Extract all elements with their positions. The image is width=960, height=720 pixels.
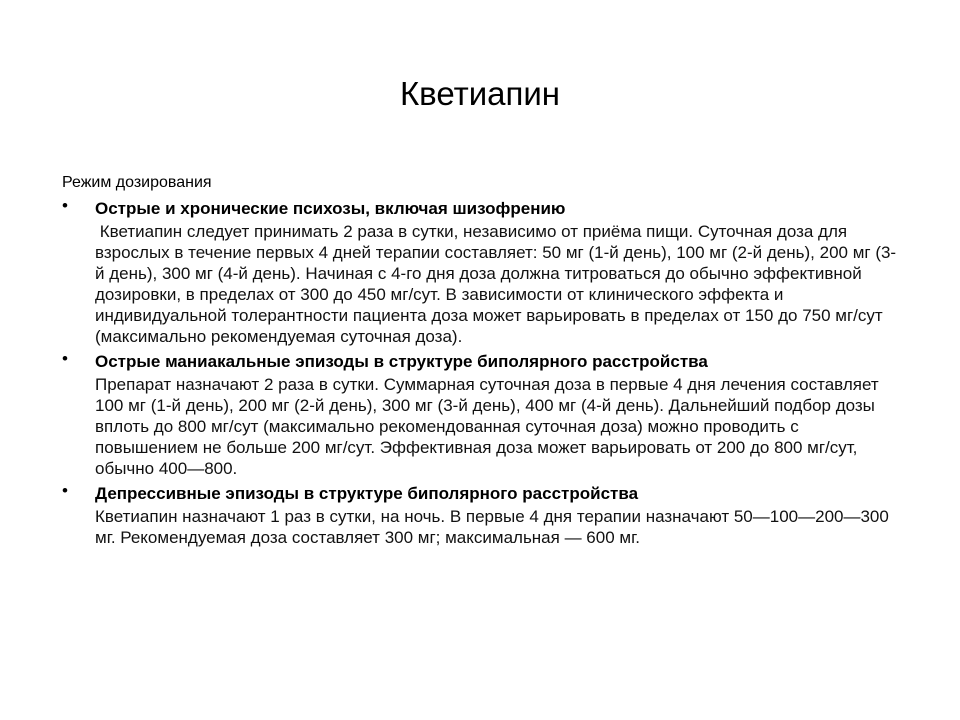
bullet-icon: • — [62, 481, 68, 500]
section-heading: Острые и хронические психозы, включая шизофрению — [95, 199, 566, 218]
section-depression — [62, 483, 902, 548]
section-body: Препарат назначают 2 раза в сутки. Суммарная суточная доза в первые 4 дня лечения составляет 100 мг (1-й день), 200 мг (2-й день), 300 мг (3-й день), 400 мг (4-й день). Дальнейший подбор дозы вплоть до 800 мг/сут (максимально рекомендованная суточная доза) можно проводить с повышением не больше 200 мг/сут. Эффективная доза может варьировать от 200 до 800 мг/сут, обычно 400—800. — [95, 375, 879, 478]
bullet-icon: • — [62, 349, 68, 368]
section-heading: Острые маниакальные эпизоды в структуре биполярного расстройства — [95, 352, 708, 371]
slide-content — [62, 172, 902, 548]
section-heading: Депрессивные эпизоды в структуре биполярного расстройства — [95, 484, 639, 503]
section-mania — [62, 351, 902, 479]
dosing-subtitle: Режим дозирования — [62, 174, 212, 191]
section-psychoses — [62, 198, 902, 347]
section-body: Кветиапин назначают 1 раз в сутки, на ночь. В первые 4 дня терапии назначают 50—100—200—300 мг. Рекомендуемая доза составляет 300 мг; максимальная — 600 мг. — [95, 507, 889, 547]
section-body: Кветиапин следует принимать 2 раза в сутки, независимо от приёма пищи. Суточная доза для взрослых в течение первых 4 дней терапии составляет: 50 мг (1-й день), 100 мг (2-й день), 200 мг (3-й день), 300 мг (4-й день). Начиная с 4-го дня доза должна титроваться до обычно эффективной дозировки, в пределах от 300 до 450 мг/сут. В зависимости от клинического эффекта и индивидуальной толерантности пациента доза может варьировать в пределах от 150 до 750 мг/сут (максимально рекомендуемая суточная доза). — [95, 222, 897, 346]
slide-title: Кветиапин — [399, 75, 561, 112]
bullet-icon: • — [62, 196, 68, 215]
